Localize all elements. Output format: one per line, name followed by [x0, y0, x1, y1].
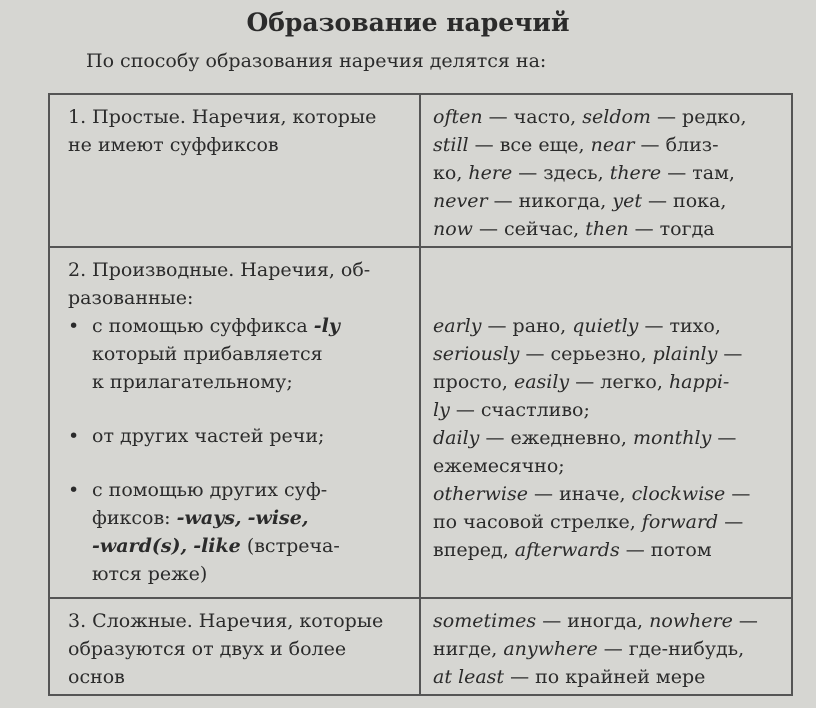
example-ru: — где-нибудь,: [603, 638, 745, 660]
example-ru: — здесь,: [518, 162, 604, 184]
example-en: here: [468, 162, 513, 184]
example-en: daily: [433, 427, 480, 449]
example-en: never: [433, 190, 488, 212]
category-line: 2. Производные. Наречия, об-: [68, 259, 371, 281]
category-line: разованные:: [68, 287, 194, 309]
example-ru: —: [731, 483, 751, 505]
bullet-text: с помощью суффикса: [92, 315, 308, 337]
row-examples-cell: [421, 248, 791, 597]
example-ru: — иначе,: [534, 483, 626, 505]
example-ru: —: [724, 511, 744, 533]
table-row: [50, 248, 791, 599]
example-en: seldom: [582, 106, 651, 128]
example-ru: — редко,: [657, 106, 747, 128]
example-ru: — часто,: [488, 106, 577, 128]
row-examples-cell: [421, 599, 791, 696]
bullet-icon: •: [68, 425, 80, 447]
example-ru: — потом: [625, 539, 712, 561]
list-item: [68, 312, 409, 396]
table-row: [50, 599, 791, 696]
example-en: often: [433, 106, 483, 128]
example-ru: — тихо,: [644, 315, 721, 337]
example-en: otherwise: [433, 483, 528, 505]
list-item: [68, 476, 409, 588]
example-ru: — все еще,: [474, 134, 585, 156]
example-ru: просто,: [433, 371, 508, 393]
bullet-icon: •: [68, 315, 80, 337]
category-line: не имеют суффиксов: [68, 134, 279, 156]
example-en: yet: [612, 190, 642, 212]
example-en: there: [609, 162, 662, 184]
example-ru: ко,: [433, 162, 463, 184]
category-line: образуются от двух и более: [68, 638, 347, 660]
row-category-cell: [50, 599, 421, 696]
example-ru: — тогда: [634, 218, 715, 240]
example-en: ly: [433, 399, 450, 421]
example-ru: — иногда,: [542, 610, 644, 632]
suffix-text: -wise,: [247, 507, 309, 529]
example-en: clockwise: [631, 483, 726, 505]
example-ru: вперед,: [433, 539, 509, 561]
table-row: [50, 95, 791, 248]
category-line: 1. Простые. Наречия, которые: [68, 106, 377, 128]
example-ru: нигде,: [433, 638, 498, 660]
row-examples-cell: [421, 95, 791, 246]
bullet-icon: •: [68, 479, 80, 501]
category-line: основ: [68, 666, 125, 688]
example-en: near: [590, 134, 635, 156]
example-en: early: [433, 315, 482, 337]
example-ru: — сейчас,: [479, 218, 580, 240]
example-en: seriously: [433, 343, 520, 365]
example-ru: — легко,: [575, 371, 663, 393]
example-ru: — пока,: [648, 190, 727, 212]
example-ru: — счастливо;: [455, 399, 590, 421]
bullet-text: (встреча-: [246, 535, 340, 557]
bullet-text: с помощью других суф-: [92, 479, 328, 501]
list-item: [68, 422, 409, 450]
bullet-text: к прилагательному;: [92, 371, 293, 393]
example-ru: — серьезно,: [525, 343, 647, 365]
bullet-text: от других частей речи;: [92, 425, 325, 447]
bullet-text: ются реже): [92, 563, 208, 585]
example-en: nowhere: [649, 610, 733, 632]
suffix-text: -like: [193, 535, 241, 557]
suffix-text: -ly: [313, 315, 340, 337]
example-ru: ежемесячно;: [433, 455, 565, 477]
row-category-cell: [50, 248, 421, 597]
example-en: forward: [641, 511, 719, 533]
example-ru: — ежедневно,: [485, 427, 627, 449]
example-ru: — по крайней мере: [510, 666, 706, 688]
bullet-text: который прибавляется: [92, 343, 323, 365]
page-title: Образование наречий: [246, 8, 570, 37]
example-ru: — близ-: [640, 134, 719, 156]
example-en: still: [433, 134, 469, 156]
row-category-cell: [50, 95, 421, 246]
bullet-text: фиксов:: [92, 507, 171, 529]
example-en: then: [585, 218, 629, 240]
example-ru: по часовой стрелке,: [433, 511, 636, 533]
example-en: monthly: [632, 427, 712, 449]
example-ru: — никогда,: [493, 190, 607, 212]
category-line: 3. Сложные. Наречия, которые: [68, 610, 384, 632]
example-en: sometimes: [433, 610, 537, 632]
example-en: plainly: [652, 343, 718, 365]
example-en: at least: [433, 666, 505, 688]
adverb-table: [48, 93, 793, 696]
example-ru: —: [738, 610, 758, 632]
example-en: afterwards: [514, 539, 620, 561]
example-en: easily: [513, 371, 570, 393]
example-ru: — там,: [667, 162, 735, 184]
example-ru: —: [717, 427, 737, 449]
example-en: anywhere: [503, 638, 598, 660]
example-en: quietly: [572, 315, 639, 337]
example-ru: —: [723, 343, 743, 365]
example-ru: — рано,: [487, 315, 567, 337]
intro-text: По способу образования наречия делятся на:: [86, 50, 547, 72]
suffix-text: -ways,: [176, 507, 242, 529]
example-en: happi-: [668, 371, 730, 393]
example-en: now: [433, 218, 473, 240]
suffix-text: -ward(s),: [92, 535, 188, 557]
